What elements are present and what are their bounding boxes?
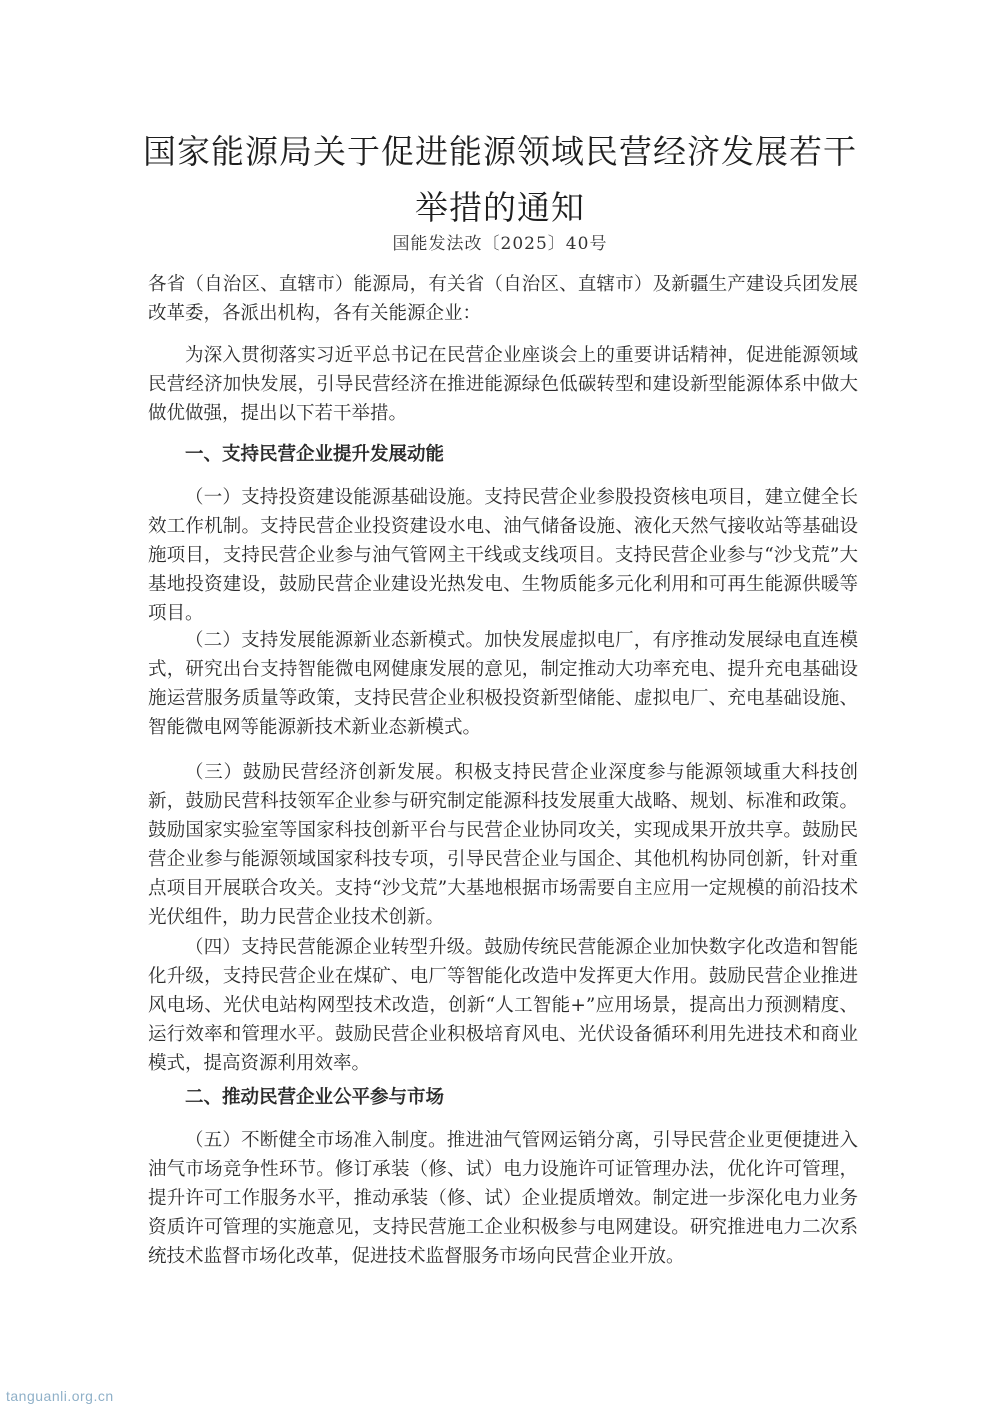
paragraph-item-1: （一）支持投资建设能源基础设施。支持民营企业参股投资核电项目，建立健全长效工作机制。支持民营企业投资建设水电、油气储备设施、液化天然气接收站等基础设施项目，支持民营企业参与油气管网主干线或支线项目。支持民营企业参与“沙戈荒”大基地投资建设，鼓励民营企业建设光热发电、生物质能多元化利用和可再生能源供暖等项目。 [148,487,858,624]
intro-paragraph: 为深入贯彻落实习近平总书记在民营企业座谈会上的重要讲话精神，促进能源领域民营经济加快发展，引导民营经济在推进能源绿色低碳转型和建设新型能源体系中做大做优做强，提出以下若干举措。 [148,345,858,424]
section-heading-1: 一、支持民营企业提升发展动能 [185,444,445,465]
paragraph-item-3: （三）鼓励民营经济创新发展。积极支持民营企业深度参与能源领域重大科技创新，鼓励民营科技领军企业参与研究制定能源科技发展重大战略、规划、标准和政策。鼓励国家实验室等国家科技创新平台与民营企业协同攻关，实现成果开放共享。鼓励民营企业参与能源领域国家科技专项，引导民营企业与国企、其他机构协同创新，针对重点项目开展联合攻关。支持“沙戈荒”大基地根据市场需要自主应用一定规模的前沿技术光伏组件，助力民营企业技术创新。 [148,762,858,928]
document-title: 国家能源局关于促进能源领域民营经济发展若干举措的通知 [143,132,857,227]
watermark-text: tanguanli.org.cn [6,1388,114,1404]
paragraph-item-2: （二）支持发展能源新业态新模式。加快发展虚拟电厂，有序推动发展绿电直连模式，研究出台支持智能微电网健康发展的意见，制定推动大功率充电、提升充电基础设施运营服务质量等政策，支持民营企业积极投资新型储能、虚拟电厂、充电基础设施、智能微电网等能源新技术新业态新模式。 [148,630,858,738]
section-heading-2: 二、推动民营企业公平参与市场 [185,1087,445,1108]
paragraph-item-4: （四）支持民营能源企业转型升级。鼓励传统民营能源企业加快数字化改造和智能化升级，支持民营企业在煤矿、电厂等智能化改造中发挥更大作用。鼓励民营企业推进风电场、光伏电站构网型技术改造，创新“人工智能+”应用场景，提高出力预测精度、运行效率和管理水平。鼓励民营企业积极培育风电、光伏设备循环利用先进技术和商业模式，提高资源利用效率。 [148,937,858,1074]
paragraph-item-5: （五）不断健全市场准入制度。推进油气管网运销分离，引导民营企业更便捷进入油气市场竞争性环节。修订承装（修、试）电力设施许可证管理办法，优化许可管理，提升许可工作服务水平，推动承装（修、试）企业提质增效。制定进一步深化电力业务资质许可管理的实施意见，支持民营施工企业积极参与电网建设。研究推进电力二次系统技术监督市场化改革，促进技术监督服务市场向民营企业开放。 [148,1130,858,1267]
document-number: 国能发法改〔2025〕40号 [392,234,608,254]
addressee: 各省（自治区、直辖市）能源局，有关省（自治区、直辖市）及新疆生产建设兵团发展改革委，各派出机构，各有关能源企业： [148,274,858,324]
